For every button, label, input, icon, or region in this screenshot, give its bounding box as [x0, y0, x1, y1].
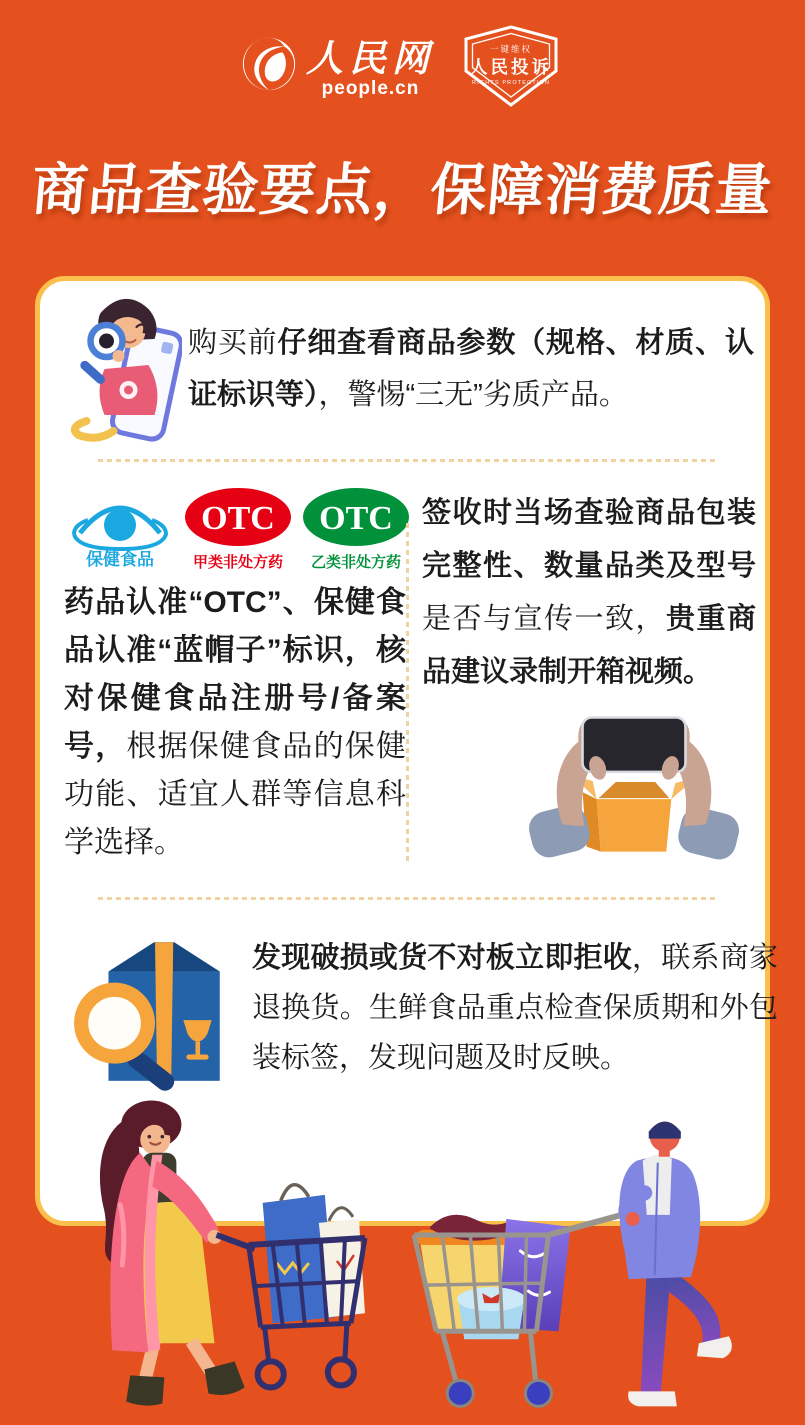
- complaints-badge: [457, 24, 565, 108]
- otc-class-b-logo: [300, 487, 412, 578]
- badge-bottom-text: RIGHTS PROTECTION: [471, 80, 551, 86]
- otc-b-caption: 乙类非处方药: [310, 554, 402, 571]
- logo-en-text: people.cn: [321, 77, 420, 99]
- blue-hat-health-food-logo: [64, 487, 176, 578]
- otc-a-caption: 甲类非处方药: [192, 554, 284, 571]
- section-reject-damaged-text: 发现破损或货不对板立即拒收，联系商家退换货。生鲜食品重点检查保质期和外包装标签，发现问题及时反映。: [252, 942, 778, 1074]
- section-labels-left-text: 药品认准“OTC”、保健食品认准“蓝帽子”标识，核对保健食品注册号/备案号，根据保健食品的保健功能、适宜人群等信息科学选择。: [64, 586, 407, 859]
- page-title: 商品查验要点，保障消费质量: [28, 158, 776, 221]
- divider: [406, 523, 409, 865]
- divider: [98, 897, 716, 900]
- header: [0, 24, 805, 108]
- badge-main-text: 人民投诉: [470, 57, 552, 77]
- badge-top-text: 一键维权: [489, 44, 533, 54]
- section-receive-check-text: 签收时当场查验商品包装完整性、数量品类及型号是否与宣传一致，贵重商品建议录制开箱视频。: [422, 497, 756, 688]
- health-food-label: 保健食品: [86, 550, 154, 569]
- divider: [98, 459, 716, 462]
- man-with-cart-illustration: [378, 1098, 744, 1417]
- otc-a-text: OTC: [201, 500, 275, 537]
- person-magnifier-phone-icon: [66, 293, 182, 448]
- section-check-params-text: 购买前仔细查看商品参数（规格、材质、认证标识等），警惕“三无”劣质产品。: [188, 327, 754, 411]
- otc-class-a-logo: [182, 487, 294, 578]
- content-card: [35, 276, 778, 1226]
- certification-logos: [64, 487, 412, 578]
- hands-filming-box-icon: [518, 695, 750, 872]
- logo-cn-text: 人民网: [306, 37, 435, 79]
- people-cn-logo: [240, 35, 435, 98]
- otc-b-text: OTC: [319, 500, 393, 537]
- box-magnifier-icon: [68, 927, 240, 1099]
- people-cn-swirl-icon: [240, 35, 298, 98]
- shield-icon: [457, 24, 565, 108]
- woman-with-cart-illustration: [56, 1094, 372, 1411]
